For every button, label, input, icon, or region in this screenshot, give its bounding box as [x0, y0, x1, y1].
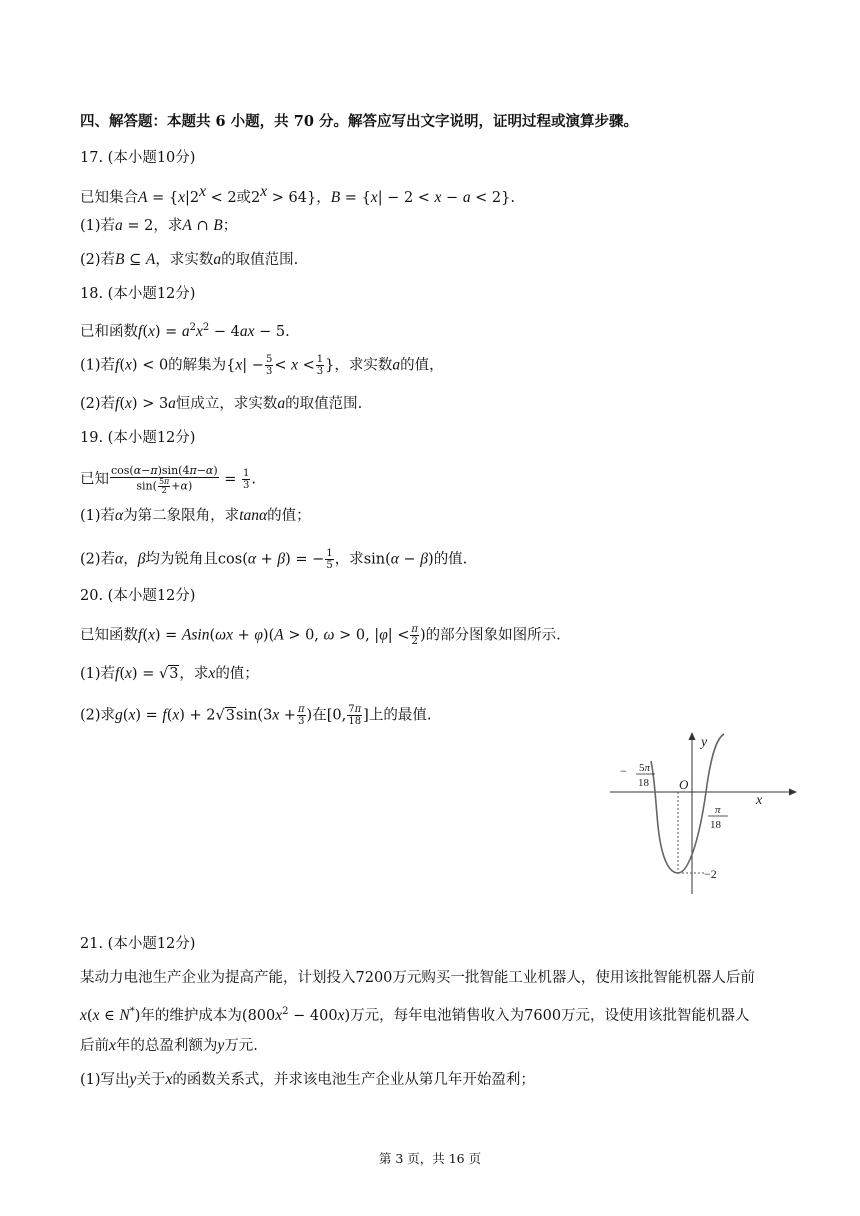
q20-title: 20. (本小题12分) — [80, 588, 196, 604]
neg-tick-denominator: 18 — [638, 777, 649, 789]
q17-part2: (2)若B ⊆ A，求实数a的取值范围. — [80, 251, 299, 268]
q20-stem: 已知函数f(x) = Asin(ωx + φ)(A > 0, ω > 0, |φ| < $\frac{\pi}{2}$ )的部分图象如图所示. — [80, 624, 561, 647]
q18-part1: (1)若f(x) < 0的解集为{x| − $\frac{5}{3}$ < x < $\frac{1}{3}$ }，求实数a的值， — [80, 354, 444, 377]
sine-curve — [651, 734, 724, 873]
q18-part2: (2)若f(x) > 3a恒成立，求实数a的取值范围. — [80, 395, 363, 412]
y-axis-arrow — [689, 732, 696, 740]
x-axis-label: x — [756, 793, 763, 808]
q19-part1: (1)若α为第二象限角，求tanα的值； — [80, 507, 311, 524]
page-footer: 第 3 页，共 16 页 — [378, 1151, 482, 1166]
q21-title: 21. (本小题12分) — [80, 936, 196, 952]
q21-part1: (1)写出y关于x的函数关系式，并求该电池生产企业从第几年开始盈利； — [80, 1071, 535, 1088]
min-value-label: −2 — [704, 867, 717, 881]
q20-function-graph — [605, 728, 805, 898]
q19-stem: 已知 cos(α−π)sin(4π−α) sin( $\frac{5\pi}{2}$ +α) = $\frac{1}{3}$ . — [80, 464, 257, 495]
q17-stem: 已知集合$A = \{x|2^x < 2$或$2^x > 64$}，B = {x| − 2 < x − a < 2}. — [80, 183, 515, 206]
q21-line3: 后前x年的总盈利额为y万元. — [80, 1037, 258, 1054]
q18-title: 18. (本小题12分) — [80, 286, 196, 302]
neg-tick-minus: − — [620, 764, 627, 778]
pos-tick-numerator: π — [715, 804, 721, 816]
q17-title: 17. (本小题10分) — [80, 150, 196, 166]
section-header: 四、解答题：本题共 6 小题，共 70 分。解答应写出文字说明，证明过程或演算步骤。 — [80, 113, 638, 130]
q21-line2: x(x ∈ N*)年的维护成本为$(800x^2 - 400x)$万元，每年电池销售收入为7600万元，设使用该批智能机器人 — [80, 1006, 750, 1024]
y-axis-label: y — [701, 735, 708, 750]
x-axis-arrow — [789, 789, 797, 796]
q21-line1: 某动力电池生产企业为提高产能，计划投入7200万元购买一批智能工业机器人，使用该批智能机器人后前 — [80, 970, 755, 986]
q19-part2: (2)若α，β均为锐角且cos(α + β) = − $\frac{1}{5}$ ，求sin(α − β)的值. — [80, 548, 468, 571]
neg-tick-numerator: 5π — [639, 762, 651, 774]
q17-part1: (1)若a = 2，求A ∩ B； — [80, 217, 238, 234]
q20-part1: (1)若f(x) = √3，求x的值； — [80, 665, 259, 682]
q18-stem: 已和函数$f(x) = a^2x^2 - 4ax - 5$. — [80, 322, 290, 340]
origin-label: O — [679, 777, 689, 792]
q19-title: 19. (本小题12分) — [80, 430, 196, 446]
pos-tick-denominator: 18 — [710, 819, 721, 831]
q20-part2: (2)求g(x) = f(x) + 2√3sin(3x + $\frac{\pi}{3}$ )在[0, $\frac{7\pi}{18}$ ]上的最值. — [80, 704, 432, 727]
